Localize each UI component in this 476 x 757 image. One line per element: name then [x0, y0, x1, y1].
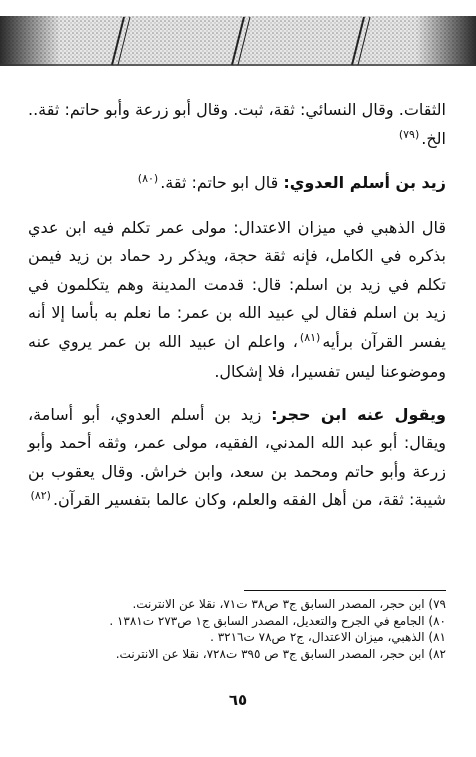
- paragraph-1: [28, 96, 446, 155]
- decorative-header-band: [0, 16, 476, 66]
- footnote-80: ٨٠) الجامع في الجرح والتعديل، المصدر السابق ج١ ص٢٧٣ ت١٣٨١ .: [109, 613, 446, 628]
- footnote-81: ٨١) الذهبي، ميزان الاعتدال، ج٢ ص٧٨ ت٣٢١٦ .: [210, 630, 446, 644]
- paragraph-text: قال الذهبي في ميزان الاعتدال: مولى عمر تكلم فيه ابن عدي بذكره في الكامل، فإنه ثقة حجة، ويذكر رد حماد بن زيد فيمن تكلم في زيد بن اسلم: قال: قدمت المدينة وهم يتكلمون في زيد بن اسلم فقال لي عبيد الله بن عمر: ما نعلم به بأسا إلا أنه يفسر القرآن برأيه: [28, 217, 447, 351]
- footnote-79: ٧٩) ابن حجر، المصدر السابق ج٣ ص٣٨ ت٧١، نقلا عن الانترنت.: [132, 597, 446, 611]
- paragraph-tail: ، واعلم ان عبيد الله بن عمر يروي عنه وموضوعنا ليس تفسيرا، فلا إشكال.: [28, 331, 446, 381]
- section-heading-zaid: زيد بن أسلم العدوي:: [283, 173, 446, 192]
- section-heading-ibn-hajar: ويقول عنه ابن حجر:: [271, 404, 447, 424]
- footnote-ref-80: (٨٠): [137, 172, 159, 185]
- paragraph-2: [28, 169, 446, 200]
- footnote-ref-81: (٨١): [299, 330, 321, 344]
- footnotes: [28, 596, 446, 662]
- paragraph-4: [28, 401, 446, 517]
- paragraph-3: [28, 214, 446, 387]
- footnote-divider: [244, 590, 446, 591]
- page-number: ٦٥: [228, 691, 248, 709]
- paragraph-text: قال ابو حاتم: ثقة.: [160, 173, 284, 192]
- ornament-pattern: [0, 16, 476, 66]
- paragraph-text: الثقات. وقال النسائي: ثقة، ثبت. وقال أبو زرعة وأبو حاتم: ثقة.. الخ.: [28, 100, 446, 148]
- paragraph-text: زيد بن أسلم العدوي، أبو أسامة، ويقال: أبو عبد الله المدني، الفقيه، مولى عمر، وثقه أحمد وأبو زرعة وأبو حاتم ومحمد بن سعد، وابن خراش. وقال يعقوب بن شيبة: ثقة، من أهل الفقه والعلم، وكان عالما بتفسير القرآن.: [28, 404, 446, 509]
- footnote-82: ٨٢) ابن حجر، المصدر السابق ج٣ ص ٣٩٥ ت٧٢٨، نقلا عن الانترنت.: [115, 646, 446, 661]
- main-text: [28, 96, 446, 517]
- footnote-ref-82: (٨٢): [30, 489, 51, 502]
- footnote-ref-79: (٧٩): [398, 127, 420, 141]
